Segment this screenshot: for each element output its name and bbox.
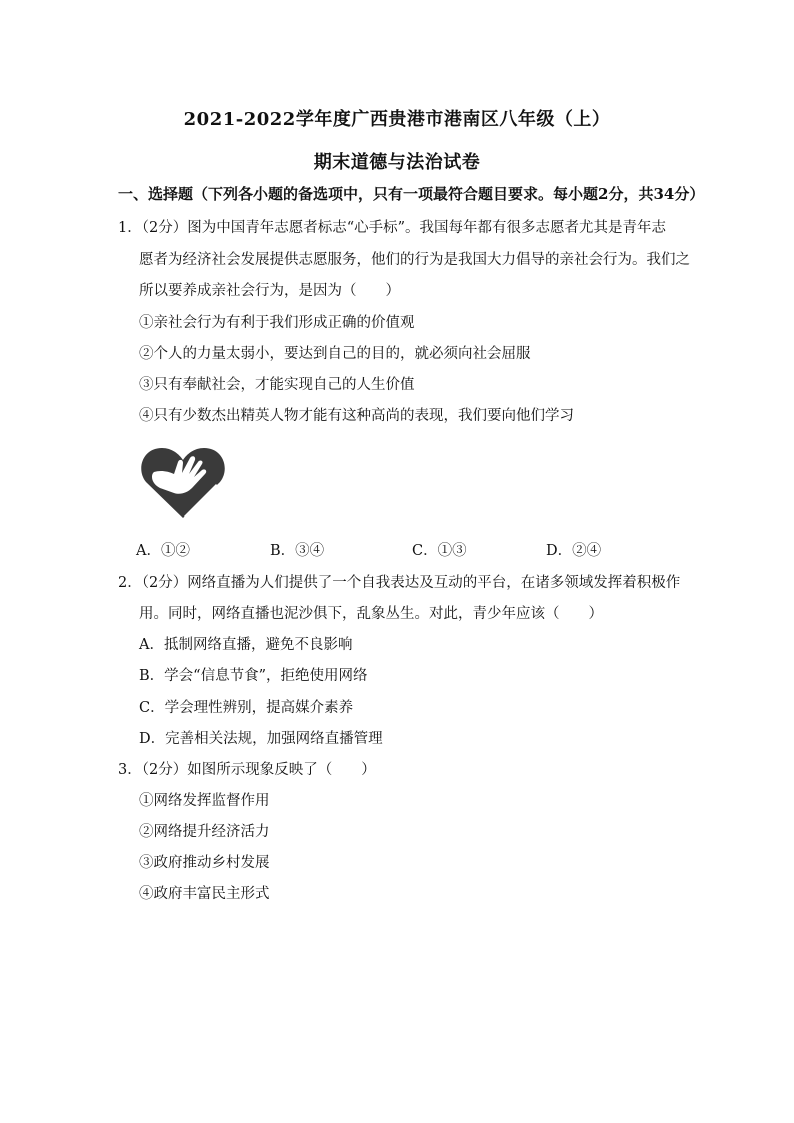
question-3-stem-line-1: 3．（2分）如图所示现象反映了（ ） — [118, 762, 376, 778]
page-title: 2021-2022学年度广西贵港市港南区八年级（上） — [183, 109, 611, 130]
question-2-stem-line-1: 2．（2分）网络直播为人们提供了一个自我表达及互动的平台，在诸多领域发挥着积极作 — [118, 575, 681, 591]
heart-hand-logo-icon — [138, 440, 228, 522]
question-2-option-a: A．抵制网络直播，避免不良影响 — [139, 637, 353, 653]
question-2-option-d: D．完善相关法规，加强网络直播管理 — [139, 731, 383, 747]
question-1-statement-4: ④只有少数杰出精英人物才能有这种高尚的表现，我们要向他们学习 — [139, 408, 574, 424]
question-2-option-b: B．学会“信息节食”，拒绝使用网络 — [139, 668, 368, 684]
question-1-stem-line-3: 所以要养成亲社会行为，是因为（ ） — [139, 283, 400, 299]
question-3-statement-4: ④政府丰富民主形式 — [139, 886, 270, 902]
question-1-option-c: C．①③ — [412, 543, 467, 559]
question-2-option-c: C．学会理性辨别，提高媒介素养 — [139, 700, 354, 716]
question-1-option-b: B．③④ — [270, 543, 325, 559]
question-1-statement-1: ①亲社会行为有利于我们形成正确的价值观 — [139, 315, 415, 331]
section-heading: 一、选择题（下列各小题的备选项中，只有一项最符合题目要求。每小题2分，共34分） — [118, 185, 705, 203]
question-1-stem-line-1: 1．（2分）图为中国青年志愿者标志“心手标”。我国每年都有很多志愿者尤其是青年志 — [118, 220, 667, 236]
page-subtitle: 期末道德与法治试卷 — [313, 152, 481, 173]
question-1-option-d: D．②④ — [546, 543, 602, 559]
question-1-statement-3: ③只有奉献社会，才能实现自己的人生价值 — [139, 377, 415, 393]
question-3-statement-1: ①网络发挥监督作用 — [139, 793, 270, 809]
question-1-statement-2: ②个人的力量太弱小，要达到自己的目的，就必须向社会屈服 — [139, 346, 531, 362]
question-1-stem-line-2: 愿者为经济社会发展提供志愿服务，他们的行为是我国大力倡导的亲社会行为。我们之 — [139, 252, 690, 268]
question-3-statement-3: ③政府推动乡村发展 — [139, 855, 270, 871]
question-3-statement-2: ②网络提升经济活力 — [139, 824, 270, 840]
question-1-option-a: A．①② — [136, 543, 190, 559]
question-2-stem-line-2: 用。同时，网络直播也泥沙俱下，乱象丛生。对此，青少年应该（ ） — [139, 606, 603, 622]
